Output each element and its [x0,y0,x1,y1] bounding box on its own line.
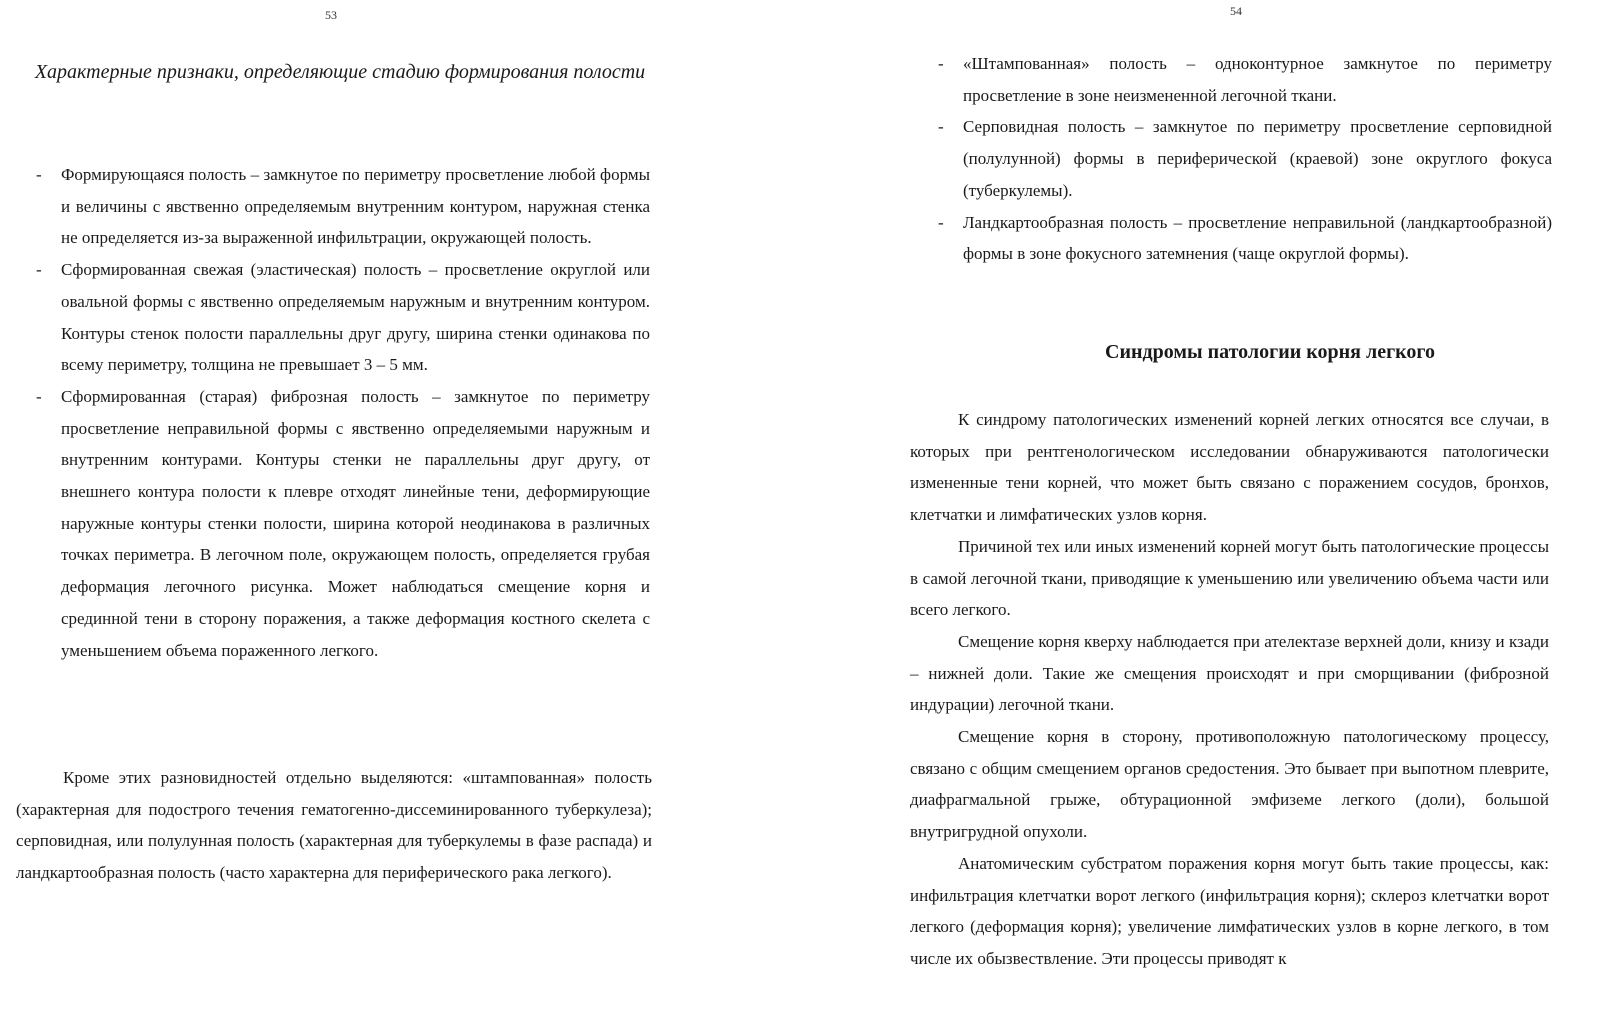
list-item: - Ландкартообразная полость – просветление неправильной (ландкартообразной) формы в зоне фокусного затемнения (чаще округлой формы). [938,207,1552,270]
list-item: - Сформированная свежая (эластическая) полость – просветление округлой или овальной формы с явственно определяемым наружным и внутренним контуром. Контуры стенок полости параллельны друг другу, ширина стенки одинакова по всему периметру, толщина не превышает 3 – 5 мм. [36,254,650,381]
list-item: - Формирующаяся полость – замкнутое по периметру просветление любой формы и величины с явственно определяемым внутренним контуром, наружная стенка не определяется из-за выраженной инфильтрации, окружающей полость. [36,159,650,254]
root-syndrome-body [910,404,1549,975]
list-item: - «Штампованная» полость – одноконтурное замкнутое по периметру просветление в зоне неизмененной легочной ткани. [938,48,1552,111]
cavity-type-list [938,48,1552,270]
body-paragraph: Смещение корня кверху наблюдается при ателектазе верхней доли, книзу и кзади – нижней доли. Такие же смещения происходят и при сморщивании (фиброзной индурации) легочной ткани. [910,631,1549,715]
left-page [0,0,690,1011]
section-title-cavity-stages: Характерные признаки, определяющие стадию формирования полости [34,61,646,83]
page-number-left: 53 [325,8,337,22]
body-paragraph: К синдрому патологических изменений корней легких относятся все случаи, в которых при рентгенологическом исследовании обнаруживаются патологически измененные тени корней, что может быть связано с поражением сосудов, бронхов, клетчатки и лимфатических узлов корня. [910,410,1549,525]
page-number-right: 54 [1230,4,1242,18]
list-item: - Сформированная (старая) фиброзная полость – замкнутое по периметру просветление неправильной формы с явственно определяемыми наружным и внутренним контурами. Контуры стенки не параллельны друг другу, от внешнего контура полости к плевре отходят линейные тени, деформирующие наружные контуры стенки полости, ширина которой неодинакова в различных точках периметра. В легочном поле, окружающем полость, определяется грубая деформация легочного рисунка. Может наблюдаться смещение корня и срединной тени в сторону поражения, а также деформация костного скелета с уменьшением объема пораженного легкого. [36,381,650,666]
body-paragraph: Смещение корня в сторону, противоположную патологическому процессу, связано с общим смещением органов средостения. Это бывает при выпотном плеврите, диафрагмальной грыже, обтурационной эмфиземе легкого (доли), большой внутригрудной опухоли. [910,727,1549,842]
section-heading-root-syndromes: Синдромы патологии корня легкого [1105,341,1435,363]
body-paragraph: Причиной тех или иных изменений корней могут быть патологические процессы в самой легочной ткани, приводящие к уменьшению или увеличению объема части или всего легкого. [910,536,1549,620]
list-item: - Серповидная полость – замкнутое по периметру просветление серповидной (полулунной) формы в периферической (краевой) зоне округлого фокуса (туберкулемы). [938,111,1552,206]
closing-paragraph: Кроме этих разновидностей отдельно выделяются: «штампованная» полость (характерная для подострого течения гематогенно-диссеминированного туберкулеза); серповидная, или полулунная полость (характерная для туберкулемы в фазе распада) и ландкартообразная полость (часто характерна для периферического рака легкого). [16,768,652,883]
cavity-stage-list [36,159,650,666]
right-page [910,0,1600,1011]
body-paragraph: Анатомическим субстратом поражения корня могут быть такие процессы, как: инфильтрация клетчатки ворот легкого (инфильтрация корня); склероз клетчатки ворот легкого (деформация корня); увеличение лимфатических узлов в корне легкого, в том числе их обызвествление. Эти процессы приводят к [910,853,1549,968]
